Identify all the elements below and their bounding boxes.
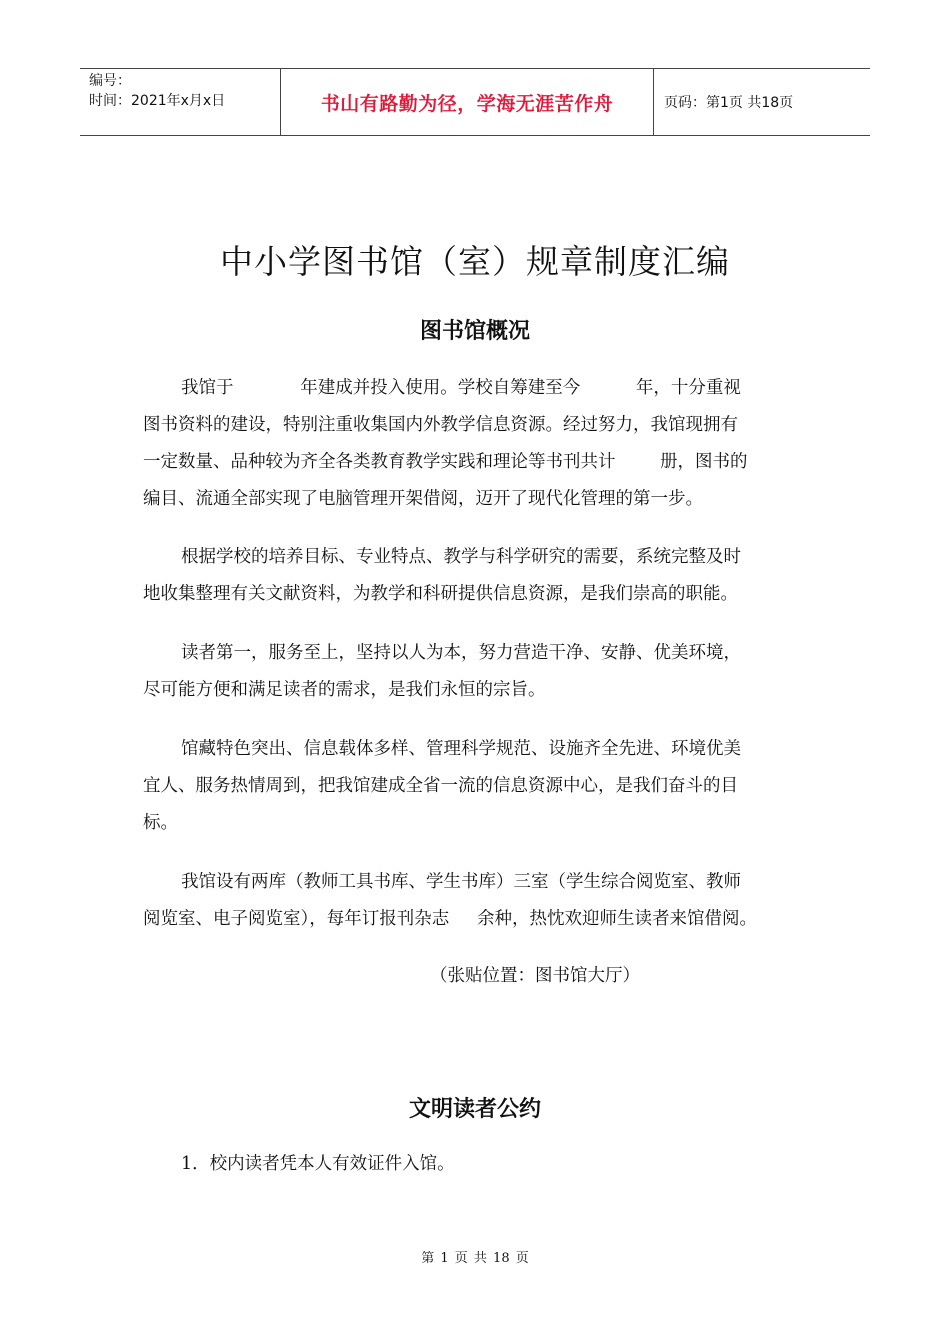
paragraph-line: 编目、流通全部实现了电脑管理开架借阅，迈开了现代化管理的第一步。 bbox=[143, 489, 703, 509]
paragraph-line: 我馆于 年建成并投入使用。学校自筹建至今 年，十分重视 bbox=[181, 378, 741, 398]
section-heading-overview: 图书馆概况 bbox=[419, 319, 530, 344]
paragraph-line: 读者第一，服务至上，坚持以人为本，努力营造干净、安静、优美环境， bbox=[181, 643, 741, 663]
paragraph-line: 我馆设有两库（教师工具书库、学生书库）三室（学生综合阅览室、教师 bbox=[181, 872, 741, 892]
paragraph-line: 馆藏特色突出、信息载体多样、管理科学规范、设施齐全先进、环境优美 bbox=[181, 739, 741, 759]
posting-location-note: （张贴位置：图书馆大厅） bbox=[430, 966, 640, 986]
paragraph-line: 标。 bbox=[143, 813, 178, 833]
paragraph-line: 一定数量、品种较为齐全各类教育教学实践和理论等书刊共计 册，图书的 bbox=[143, 452, 748, 472]
paragraph-line: 根据学校的培养目标、专业特点、教学与科学研究的需要，系统完整及时 bbox=[181, 547, 741, 567]
document-title: 中小学图书馆（室）规章制度汇编 bbox=[220, 242, 730, 281]
header-motto-cell bbox=[281, 69, 654, 135]
time-label: 时间：2021年x月x日 bbox=[89, 93, 226, 109]
paragraph-1 bbox=[143, 370, 823, 518]
page-info: 页码：第1页 共18页 bbox=[664, 95, 794, 111]
paragraph-4 bbox=[143, 731, 823, 842]
convention-item: 1．校内读者凭本人有效证件入馆。 bbox=[181, 1154, 455, 1174]
paragraph-line: 尽可能方便和满足读者的需求，是我们永恒的宗旨。 bbox=[143, 680, 546, 700]
page-footer: 第 1 页 共 18 页 bbox=[421, 1251, 529, 1266]
motto: 书山有路勤为径，学海无涯苦作舟 bbox=[320, 92, 614, 115]
section-heading-reader-convention: 文明读者公约 bbox=[408, 1097, 541, 1122]
header-meta bbox=[80, 69, 281, 135]
paragraph-2 bbox=[143, 539, 823, 613]
paragraph-5 bbox=[143, 864, 823, 938]
paragraph-3 bbox=[143, 635, 823, 709]
paragraph-line: 地收集整理有关文献资料，为教学和科研提供信息资源，是我们崇高的职能。 bbox=[143, 584, 738, 604]
page-header bbox=[80, 68, 870, 136]
number-label: 编号： bbox=[89, 73, 131, 89]
paragraph-line: 图书资料的建设，特别注重收集国内外教学信息资源。经过努力，我馆现拥有 bbox=[143, 415, 738, 435]
header-page-info-cell bbox=[654, 69, 870, 135]
paragraph-line: 宜人、服务热情周到，把我馆建成全省一流的信息资源中心，是我们奋斗的目 bbox=[143, 776, 738, 796]
paragraph-line: 阅览室、电子阅览室），每年订报刊杂志 余种，热忱欢迎师生读者来馆借阅。 bbox=[143, 909, 758, 929]
